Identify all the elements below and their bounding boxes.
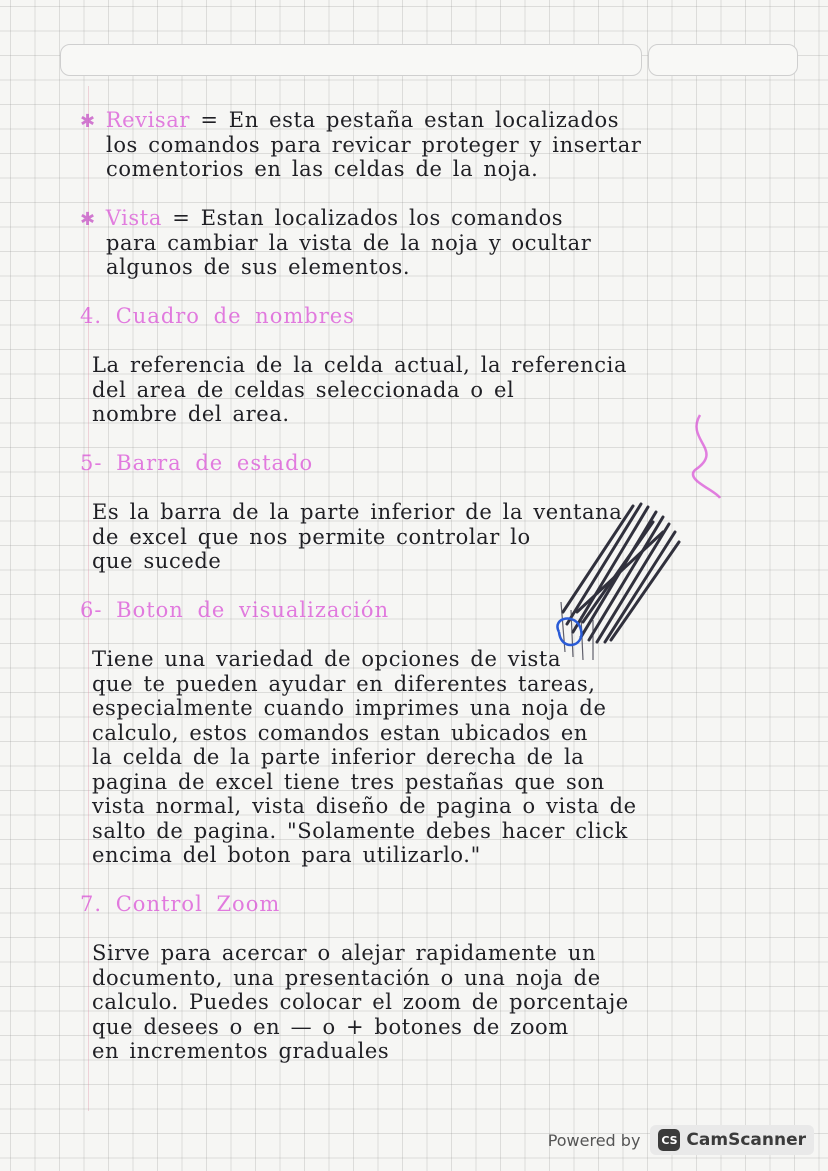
revisar-line-1 — [80, 108, 795, 133]
powered-by-text: Powered by — [547, 1130, 641, 1150]
vista-text-1: = Estan localizados los comandos — [172, 206, 564, 230]
cuadro-nombres-line-1: La referencia de la celda actual, la referencia — [92, 353, 628, 377]
vista-title: Vista — [105, 206, 162, 230]
boton-visualizacion-line-3: especialmente cuando imprimes una noja de — [92, 696, 607, 720]
boton-visualizacion-line-7: vista normal, vista diseño de pagina o vista de — [92, 794, 637, 818]
boton-visualizacion-line-5: la celda de la parte inferior derecha de la — [92, 745, 585, 769]
header-box-right — [648, 44, 798, 76]
camscanner-logo-icon: CS — [658, 1129, 680, 1151]
control-zoom-line-3: calculo. Puedes colocar el zoom de porcentaje — [92, 990, 629, 1014]
cuadro-nombres-heading: 4. Cuadro de nombres — [80, 304, 355, 328]
boton-visualizacion-line-2: que te pueden ayudar en diferentes tareas, — [92, 671, 596, 696]
boton-visualizacion-heading: 6- Boton de visualización — [80, 598, 390, 622]
vista-line-3: algunos de sus elementos. — [106, 255, 411, 279]
pink-squiggle-mark — [680, 410, 730, 500]
boton-visualizacion-line-4: calculo, estos comandos estan ubicados en — [92, 720, 589, 745]
boton-visualizacion-line-6: pagina de excel tiene tres pestañas que son — [92, 769, 605, 794]
camscanner-brand-name: CamScanner — [686, 1130, 806, 1150]
boton-visualizacion-line-9: encima del boton para utilizarlo." — [92, 843, 481, 867]
control-zoom-line-2: documento, una presentación o una noja de — [92, 965, 601, 990]
boton-visualizacion-line-1: Tiene una variedad de opciones de vista — [92, 647, 562, 671]
control-zoom-heading: 7. Control Zoom — [80, 892, 281, 916]
ink-scribble-mark — [553, 492, 693, 662]
revisar-line-2: los comandos para revicar proteger y insertar — [106, 132, 642, 157]
revisar-line-3: comentorios en las celdas de la noja. — [106, 157, 539, 181]
control-zoom-line-5: en incrementos graduales — [92, 1039, 390, 1063]
boton-visualizacion-line-8: salto de pagina. "Solamente debes hacer click — [92, 818, 628, 843]
header-box-left — [60, 44, 642, 76]
control-zoom-line-1: Sirve para acercar o alejar rapidamente un — [92, 941, 597, 965]
revisar-text-1: = En esta pestaña estan localizados — [200, 108, 620, 132]
vista-line-2: para cambiar la vista de la noja y ocultar — [106, 230, 592, 255]
camscanner-badge — [650, 1125, 814, 1155]
star-icon: ✱ — [80, 209, 96, 230]
cuadro-nombres-line-2: del area de celdas seleccionada o el — [92, 377, 515, 402]
vista-line-1 — [80, 206, 795, 231]
barra-estado-line-3: que sucede — [92, 549, 222, 573]
cuadro-nombres-line-3: nombre del area. — [92, 402, 290, 426]
barra-estado-line-1: Es la barra de la parte inferior de la ventana — [92, 500, 623, 524]
control-zoom-line-4: que desees o en — o + botones de zoom — [92, 1014, 569, 1039]
barra-estado-line-2: de excel que nos permite controlar lo — [92, 524, 531, 549]
camscanner-watermark — [548, 1123, 814, 1157]
revisar-title: Revisar — [105, 108, 191, 132]
barra-estado-heading: 5- Barra de estado — [80, 451, 314, 475]
star-icon: ✱ — [80, 111, 96, 132]
